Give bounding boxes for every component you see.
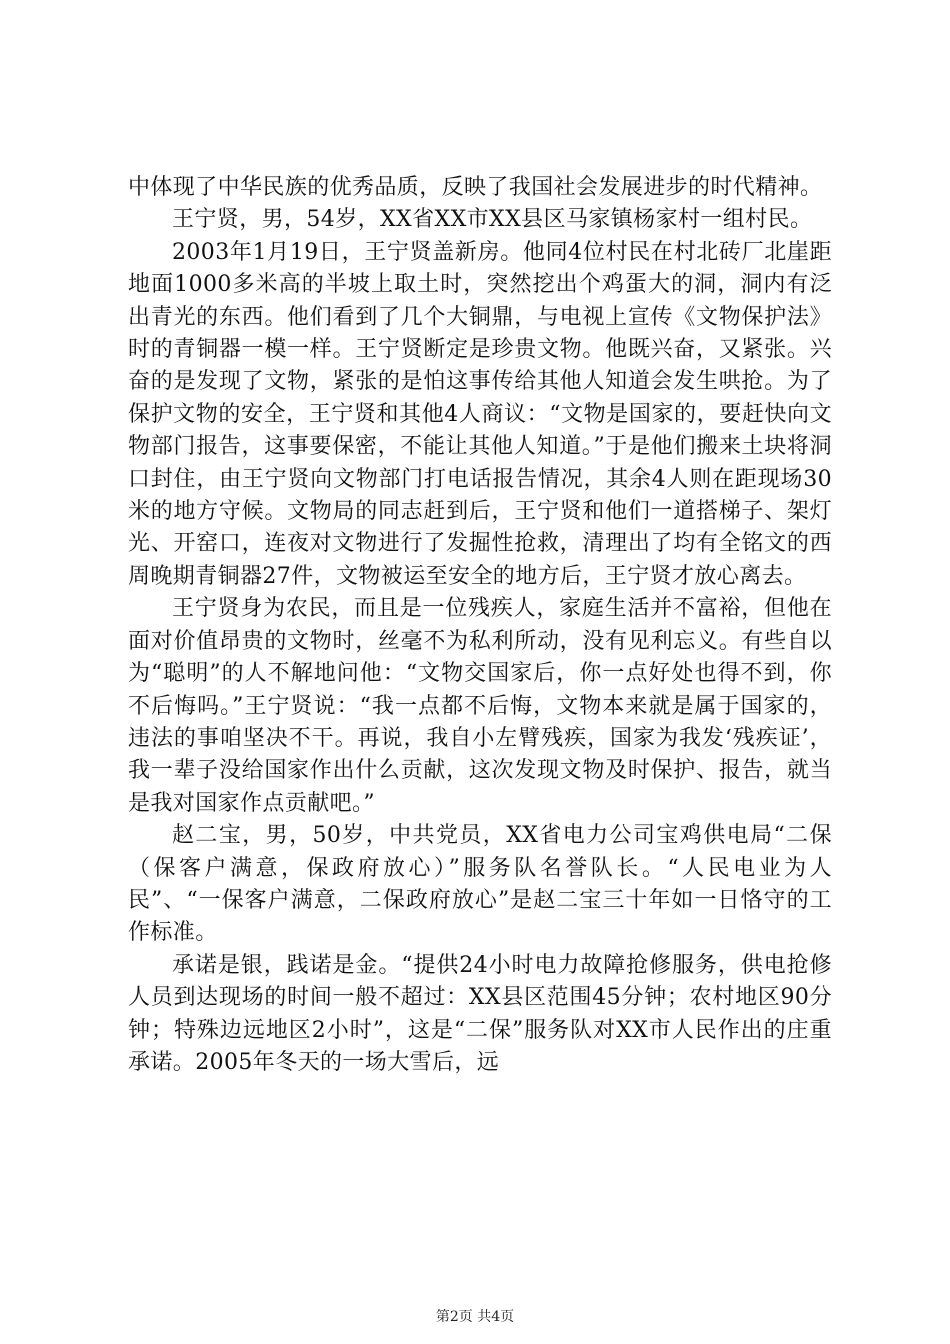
paragraph: 赵二宝，男，50岁，中共党员，XX省电力公司宝鸡供电局“二保（保客户满意，保政府放心）”服务队名誉队长。“人民电业为人民”、“一保客户满意，二保政府放心”是赵二宝三十年如一日恪守的工作标准。 <box>128 823 832 946</box>
document-body <box>128 172 832 1079</box>
paragraph: 王宁贤，男，54岁，XX省XX市XX县区马家镇杨家村一组村民。 <box>172 207 813 233</box>
paragraph: 承诺是银，践诺是金。“提供24小时电力故障抢修服务，供电抢修人员到达现场的时间一般不超过：XX县区范围45分钟；农村地区90分钟；特殊边远地区2小时”，这是“二保”服务队对XX市人民作出的庄重承诺。2005年冬天的一场大雪后，远 <box>128 952 832 1075</box>
paragraph: 王宁贤身为农民，而且是一位残疾人，家庭生活并不富裕，但他在面对价值昂贵的文物时，丝毫不为私利所动，没有见利忘义。有些自以为“聪明”的人不解地问他：“文物交国家后，你一点好处也得不到，你不后悔吗。”王宁贤说：“我一点都不后悔，文物本来就是属于国家的，违法的事咱坚决不干。再说，我自小左臂残疾，国家为我发‘残疾证’，我一辈子没给国家作出什么贡献，这次发现文物及时保护、报告，就当是我对国家作点贡献吧。” <box>128 596 832 816</box>
page-footer: 第2页 共4页 <box>435 1309 515 1325</box>
paragraph: 2003年1月19日，王宁贤盖新房。他同4位村民在村北砖厂北崖距地面1000多米高的半坡上取土时，突然挖出个鸡蛋大的洞，洞内有泛出青光的东西。他们看到了几个大铜鼎，与电视上宣传《文物保护法》时的青铜器一模一样。王宁贤断定是珍贵文物。他既兴奋，又紧张。兴奋的是发现了文物，紧张的是怕这事传给其他人知道会发生哄抢。为了保护文物的安全，王宁贤和其他4人商议：“文物是国家的，要赶快向文物部门报告，这事要保密，不能让其他人知道。”于是他们搬来土块将洞口封住，由王宁贤向文物部门打电话报告情况，其余4人则在距现场30米的地方守候。文物局的同志赶到后，王宁贤和他们一道搭梯子、架灯光、开窑口，连夜对文物进行了发掘性抢救，清理出了均有全铭文的西周晚期青铜器27件，文物被运至安全的地方后，王宁贤才放心离去。 <box>128 239 832 589</box>
paragraph: 中体现了中华民族的优秀品质，反映了我国社会发展进步的时代精神。 <box>128 175 823 200</box>
